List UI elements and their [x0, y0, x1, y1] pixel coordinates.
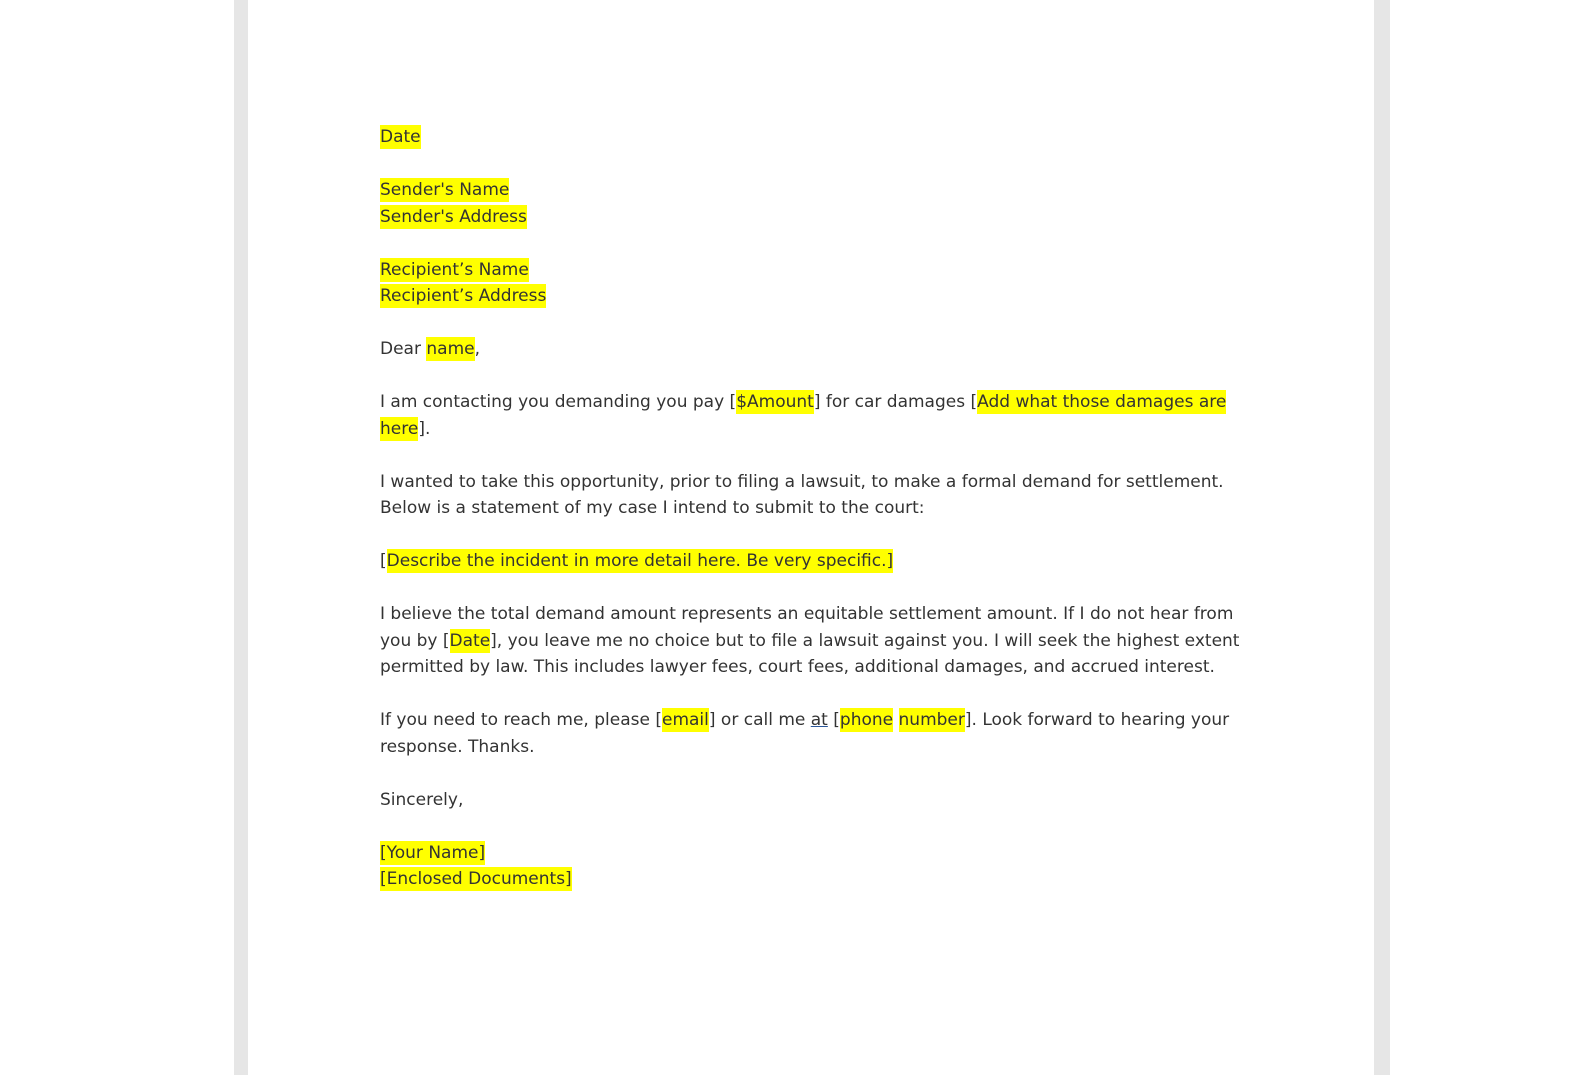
- recipient-block: [380, 257, 1260, 310]
- demand-paragraph: [380, 389, 1260, 442]
- amount-placeholder: $Amount: [736, 392, 814, 412]
- salutation-prefix: Dear: [380, 339, 427, 359]
- number-placeholder: number: [898, 710, 965, 730]
- date-placeholder: Date: [380, 127, 421, 147]
- grammar-flagged-word[interactable]: at: [810, 710, 828, 730]
- page-gutter-right: [1374, 0, 1390, 1075]
- contact-text-c: [: [827, 710, 840, 730]
- letter-body[interactable]: [380, 124, 1260, 919]
- incident-open-bracket: [: [380, 551, 387, 571]
- incident-paragraph: [380, 548, 1260, 575]
- contact-text-b: ] or call me: [708, 710, 811, 730]
- demand-text-c: ].: [418, 418, 431, 439]
- demand-text-a: I am contacting you demanding you pay [: [380, 392, 737, 412]
- incident-placeholder: Describe the incident in more detail here. Be very specific.]: [386, 551, 894, 571]
- sender-name-placeholder: Sender's Name: [380, 180, 510, 200]
- enclosed-documents-placeholder: [Enclosed Documents]: [380, 869, 572, 889]
- sender-address-placeholder: Sender's Address: [380, 206, 527, 227]
- date-line: [380, 124, 1260, 151]
- recipient-name-placeholder: Recipient’s Name: [380, 259, 529, 280]
- page-gutter-left: [234, 0, 248, 1075]
- recipient-address-placeholder: Recipient’s Address: [380, 286, 547, 306]
- contact-space: [893, 710, 898, 730]
- sender-block: [380, 177, 1260, 230]
- deadline-text-b: ], you leave me no choice but to file a lawsuit against you. I will seek the highest extent permitted by law. This includes lawyer fees, court fees, additional damages, and accrued interest.: [380, 630, 1240, 677]
- contact-text-d: ]. Look forward to hearing your response. Thanks.: [380, 710, 1230, 757]
- contact-text-a: If you need to reach me, please [: [380, 710, 662, 730]
- salutation-suffix: ,: [474, 339, 480, 359]
- damages-placeholder: Add what those damages are here: [380, 392, 1227, 439]
- deadline-paragraph: [380, 601, 1260, 681]
- your-name-placeholder: [Your Name]: [380, 842, 486, 863]
- demand-text-b: ] for car damages [: [813, 392, 978, 412]
- settlement-paragraph: I wanted to take this opportunity, prior to filing a lawsuit, to make a formal demand for settlement. Below is a statement of my case I intend to submit to the court:: [380, 471, 1224, 518]
- deadline-text-a: I believe the total demand amount represents an equitable settlement amount. If I do not hear from you by [: [380, 604, 1234, 651]
- contact-paragraph: [380, 707, 1260, 760]
- signature-block: [380, 840, 1260, 893]
- email-placeholder: email: [662, 710, 709, 730]
- deadline-date-placeholder: Date: [449, 630, 491, 651]
- phone-placeholder: phone: [839, 710, 894, 730]
- salutation-name-placeholder: name: [426, 339, 475, 359]
- salutation: [380, 336, 1260, 363]
- closing: Sincerely,: [380, 789, 464, 810]
